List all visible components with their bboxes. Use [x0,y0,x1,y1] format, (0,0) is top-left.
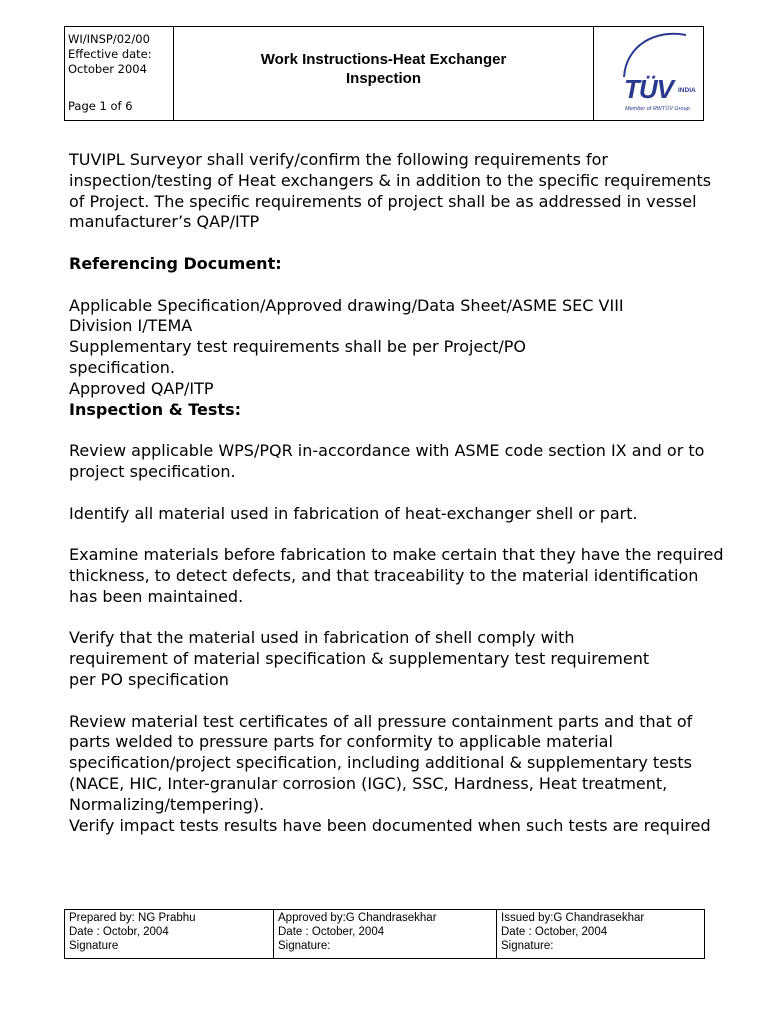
inspection-paragraph: Verify that the material used in fabrication of shell comply with requirement of material specification & supplementary test requirement per PO specification [69,628,650,689]
reference-item: Approved QAP/ITP [69,378,214,398]
tuv-logo [594,27,703,120]
prepared-date: Date : Octobr, 2004 [69,926,169,938]
document-meta [65,27,174,120]
prepared-signature: Signature [69,940,119,952]
title-line-1: Work Instructions-Heat Exchanger [260,50,507,68]
inspection-paragraph: Examine materials before fabrication to make certain that they have the required thickness, to detect defects, and that traceability to the material identification has been maintained. [69,545,724,606]
approved-signature: Signature: [278,940,331,952]
inspection-paragraph: Verify impact tests results have been documented when such tests are required [69,815,711,835]
referencing-heading: Referencing Document: [69,253,282,273]
document-title [174,27,594,120]
doc-id: WI/INSP/02/00 [68,32,150,46]
issued-by: Issued by:G Chandrasekhar [501,912,645,924]
issued-signature: Signature: [501,940,554,952]
issued-cell [497,910,704,958]
inspection-paragraph: Review applicable WPS/PQR in-accordance with ASME code section IX and or to project specification. [69,441,705,481]
signature-table [64,909,705,959]
approved-date: Date : October, 2004 [278,926,385,938]
page-number: Page 1 of 6 [68,99,133,113]
inspection-paragraph: Identify all material used in fabrication of heat-exchanger shell or part. [69,503,638,523]
title-line-2: Inspection [345,69,421,87]
prepared-by: Prepared by: NG Prabhu [69,912,196,924]
inspection-paragraph: Review material test certificates of all pressure containment parts and that of parts welded to pressure parts for conformity to applicable material specification/project specification, including additional & supplementary tests (NACE, HIC, Inter-granular corrosion (IGC), SSC, Hardness, Heat treatment, Normalizing/tempering). [69,711,693,814]
prepared-cell [65,910,274,958]
approved-by: Approved by:G Chandrasekhar [278,912,437,924]
reference-item: Supplementary test requirements shall be per Project/PO specification. [69,337,527,377]
reference-item: Applicable Specification/Approved drawing/Data Sheet/ASME SEC VIII Division I/TEMA [69,295,624,336]
intro-paragraph: TUVIPL Surveyor shall verify/confirm the following requirements for inspection/testing of Heat exchangers & in addition to the specific requirements of Project. The specific requirements of project shall be as addressed in vessel manufacturer’s QAP/ITP [69,150,712,232]
effective-date-label: Effective date: [68,47,152,61]
logo-region: INDIA [678,87,696,94]
effective-date: October 2004 [68,62,147,76]
inspection-heading: Inspection & Tests: [69,399,241,419]
logo-member-text: Member of RWTÜV Group [625,106,690,112]
issued-date: Date : October, 2004 [501,926,608,938]
document-header [64,26,704,121]
document-body [69,150,729,836]
approved-cell [274,910,497,958]
logo-text: TÜV [624,74,673,104]
